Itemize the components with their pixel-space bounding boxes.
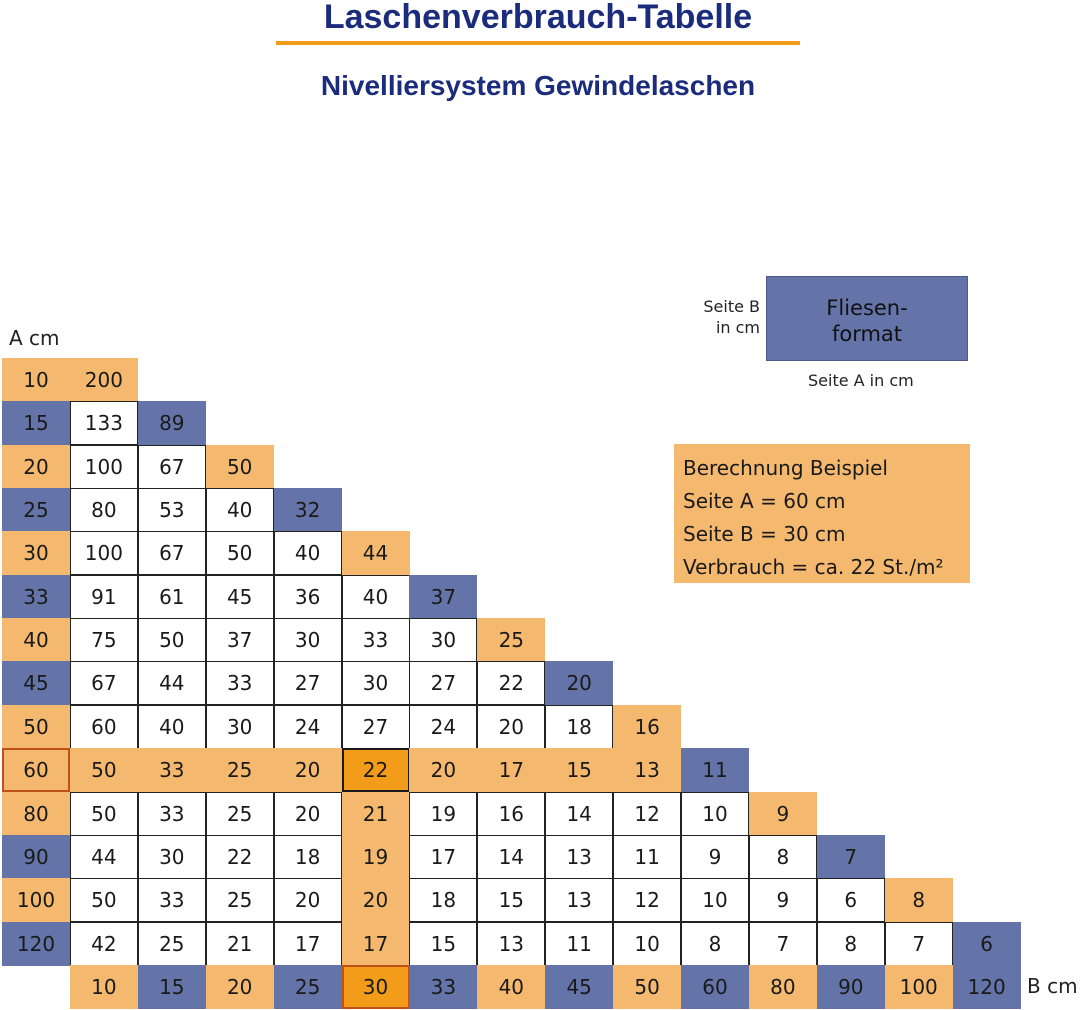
table-cell: 14	[545, 792, 613, 836]
table-cell: 60	[70, 705, 138, 749]
table-cell: 9	[681, 835, 749, 879]
row-header: 50	[2, 705, 70, 749]
table-cell: 25	[206, 792, 274, 836]
col-header: 90	[817, 965, 885, 1009]
table-cell: 20	[274, 878, 342, 922]
table-cell: 50	[70, 748, 138, 792]
table-cell: 30	[409, 618, 477, 662]
col-axis-label: B cm	[1027, 974, 1078, 998]
table-cell: 133	[70, 401, 138, 445]
table-cell: 20	[545, 661, 613, 705]
table-cell: 25	[138, 922, 206, 966]
table-cell: 18	[409, 878, 477, 922]
row-header: 60	[2, 748, 70, 792]
table-cell: 100	[70, 445, 138, 489]
table-cell: 6	[817, 878, 885, 922]
table-cell: 33	[206, 661, 274, 705]
table-cell: 8	[749, 835, 817, 879]
table-cell: 24	[274, 705, 342, 749]
row-header: 15	[2, 401, 70, 445]
col-header: 50	[613, 965, 681, 1009]
table-cell: 33	[138, 748, 206, 792]
table-cell: 8	[885, 878, 953, 922]
row-header: 10	[2, 358, 70, 402]
legend-side-a-label: Seite A in cm	[808, 371, 914, 390]
table-cell: 13	[545, 878, 613, 922]
table-cell: 15	[545, 748, 613, 792]
table-cell: 10	[681, 878, 749, 922]
table-cell: 20	[477, 705, 545, 749]
row-header: 33	[2, 575, 70, 619]
table-cell: 25	[477, 618, 545, 662]
example-side-b: Seite B = 30 cm	[683, 522, 846, 546]
col-header: 45	[545, 965, 613, 1009]
col-header: 33	[409, 965, 477, 1009]
table-cell: 19	[342, 835, 410, 879]
table-cell: 27	[342, 705, 410, 749]
table-cell: 14	[477, 835, 545, 879]
table-cell: 13	[545, 835, 613, 879]
legend-tile-format: Fliesen- format	[766, 276, 968, 361]
table-cell: 20	[409, 748, 477, 792]
table-cell: 8	[681, 922, 749, 966]
table-cell: 22	[206, 835, 274, 879]
table-cell: 20	[342, 878, 410, 922]
table-cell: 15	[477, 878, 545, 922]
table-cell: 91	[70, 575, 138, 619]
row-header: 40	[2, 618, 70, 662]
table-cell: 12	[613, 792, 681, 836]
table-cell: 25	[206, 878, 274, 922]
table-cell: 44	[138, 661, 206, 705]
table-cell: 40	[342, 575, 410, 619]
example-side-a: Seite A = 60 cm	[683, 489, 846, 513]
table-cell: 11	[613, 835, 681, 879]
table-cell: 50	[206, 445, 274, 489]
row-header: 100	[2, 878, 70, 922]
table-cell: 9	[749, 878, 817, 922]
table-cell: 50	[206, 531, 274, 575]
table-cell: 44	[342, 531, 410, 575]
col-header: 20	[206, 965, 274, 1009]
table-cell: 11	[681, 748, 749, 792]
table-cell: 30	[206, 705, 274, 749]
table-cell: 27	[274, 661, 342, 705]
table-cell: 18	[274, 835, 342, 879]
table-cell: 22	[477, 661, 545, 705]
table-cell: 10	[681, 792, 749, 836]
table-cell: 20	[274, 748, 342, 792]
legend-side-b-label: Seite B in cm	[703, 297, 760, 337]
row-header: 25	[2, 488, 70, 532]
table-cell: 30	[138, 835, 206, 879]
table-cell: 20	[274, 792, 342, 836]
row-header: 30	[2, 531, 70, 575]
table-cell: 12	[613, 878, 681, 922]
table-cell: 50	[70, 792, 138, 836]
table-cell: 67	[138, 445, 206, 489]
table-cell: 36	[274, 575, 342, 619]
table-cell: 45	[206, 575, 274, 619]
row-header: 20	[2, 445, 70, 489]
col-header: 40	[477, 965, 545, 1009]
table-cell: 30	[342, 661, 410, 705]
table-cell: 18	[545, 705, 613, 749]
table-cell: 30	[274, 618, 342, 662]
table-cell: 17	[274, 922, 342, 966]
table-cell: 9	[749, 792, 817, 836]
table-cell: 16	[613, 705, 681, 749]
table-cell: 33	[138, 878, 206, 922]
table-cell: 37	[409, 575, 477, 619]
table-cell: 50	[138, 618, 206, 662]
page-title: Laschenverbrauch-Tabelle	[323, 0, 753, 36]
row-header: 80	[2, 792, 70, 836]
table-cell: 8	[817, 922, 885, 966]
table-cell: 22	[342, 748, 410, 792]
table-cell: 19	[409, 792, 477, 836]
col-header: 80	[749, 965, 817, 1009]
table-cell: 75	[70, 618, 138, 662]
table-cell: 13	[613, 748, 681, 792]
col-header: 100	[885, 965, 953, 1009]
table-cell: 44	[70, 835, 138, 879]
table-cell: 16	[477, 792, 545, 836]
col-header: 15	[138, 965, 206, 1009]
row-header: 90	[2, 835, 70, 879]
table-cell: 11	[545, 922, 613, 966]
table-cell: 100	[70, 531, 138, 575]
table-cell: 42	[70, 922, 138, 966]
table-cell: 7	[749, 922, 817, 966]
table-cell: 7	[885, 922, 953, 966]
table-cell: 6	[953, 922, 1021, 966]
table-cell: 17	[342, 922, 410, 966]
table-cell: 40	[206, 488, 274, 532]
table-cell: 50	[70, 878, 138, 922]
table-cell: 200	[70, 358, 138, 402]
table-cell: 40	[274, 531, 342, 575]
col-header: 30	[342, 965, 410, 1009]
table-cell: 17	[477, 748, 545, 792]
table-cell: 24	[409, 705, 477, 749]
table-cell: 15	[409, 922, 477, 966]
example-result: Verbrauch = ca. 22 St./m²	[683, 555, 944, 579]
col-header: 120	[953, 965, 1021, 1009]
table-cell: 67	[70, 661, 138, 705]
col-header: 10	[70, 965, 138, 1009]
col-header: 25	[274, 965, 342, 1009]
table-cell: 32	[274, 488, 342, 532]
table-cell: 21	[206, 922, 274, 966]
table-cell: 40	[138, 705, 206, 749]
row-header: 120	[2, 922, 70, 966]
table-cell: 10	[613, 922, 681, 966]
table-cell: 67	[138, 531, 206, 575]
example-heading: Berechnung Beispiel	[683, 456, 888, 480]
table-cell: 25	[206, 748, 274, 792]
table-cell: 89	[138, 401, 206, 445]
table-cell: 13	[477, 922, 545, 966]
page-subtitle: Nivelliersystem Gewindelaschen	[320, 70, 756, 101]
table-cell: 17	[409, 835, 477, 879]
table-cell: 7	[817, 835, 885, 879]
col-header: 60	[681, 965, 749, 1009]
table-cell: 21	[342, 792, 410, 836]
table-cell: 53	[138, 488, 206, 532]
table-cell: 80	[70, 488, 138, 532]
row-header: 45	[2, 661, 70, 705]
row-axis-label: A cm	[9, 326, 60, 350]
table-cell: 33	[342, 618, 410, 662]
table-cell: 37	[206, 618, 274, 662]
table-cell: 27	[409, 661, 477, 705]
table-cell: 61	[138, 575, 206, 619]
table-cell: 33	[138, 792, 206, 836]
